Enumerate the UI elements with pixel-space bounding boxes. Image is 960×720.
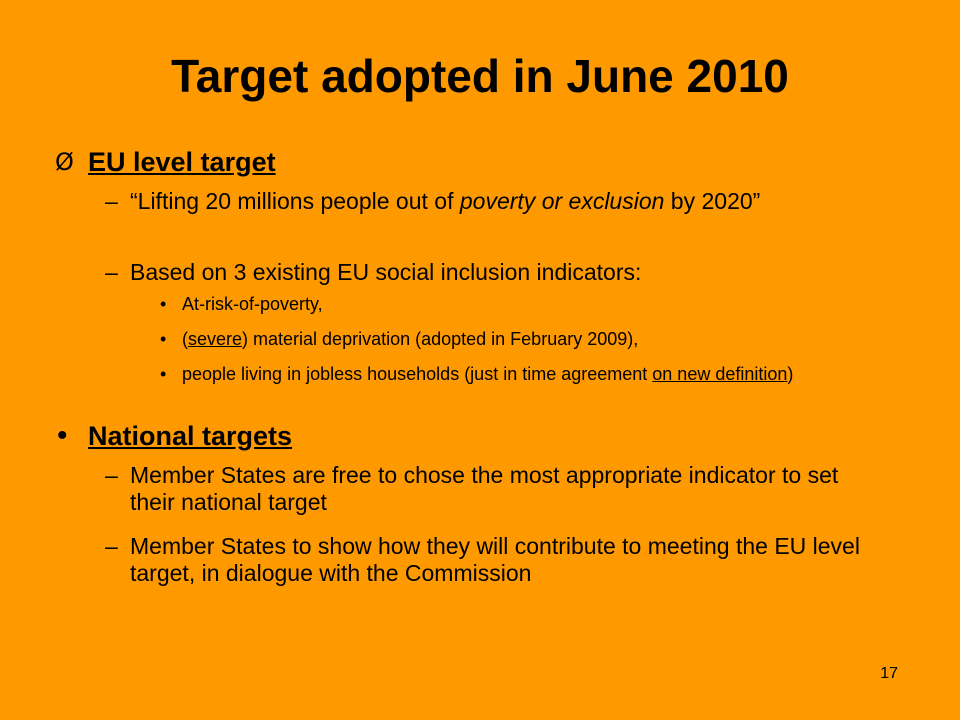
section-heading: National targets	[88, 421, 293, 451]
list-item: – Based on 3 existing EU social inclusion indicators:	[105, 259, 642, 285]
dash-bullet: –	[105, 533, 118, 559]
section-heading: EU level target	[88, 147, 276, 177]
slide-title: Target adopted in June 2010	[171, 50, 789, 102]
sub-list-item: • (severe) material deprivation (adopted in February 2009),	[160, 329, 639, 349]
dash-bullet: –	[105, 259, 118, 285]
page-number: 17	[880, 665, 898, 682]
sub-list-item: • At-risk-of-poverty,	[160, 294, 323, 314]
dot-bullet: •	[160, 364, 167, 384]
dot-bullet: •	[160, 294, 167, 314]
section-eu-level-target	[55, 146, 276, 178]
bullet-icon: •	[57, 419, 68, 452]
list-item: – Member States are free to chose the most appropriate indicator to set their national target	[105, 462, 839, 515]
section-national-targets	[57, 419, 293, 452]
sub-list-item: • people living in jobless households (just in time agreement on new definition)	[160, 364, 794, 384]
dash-bullet: –	[105, 462, 118, 488]
arrow-bullet-icon: Ø	[55, 148, 74, 176]
dot-bullet: •	[160, 329, 167, 349]
list-item: – “Lifting 20 millions people out of poverty or exclusion by 2020”	[105, 188, 761, 214]
list-item: – Member States to show how they will contribute to meeting the EU level target, in dialogue with the Commission	[105, 533, 860, 586]
dash-bullet: –	[105, 188, 118, 214]
